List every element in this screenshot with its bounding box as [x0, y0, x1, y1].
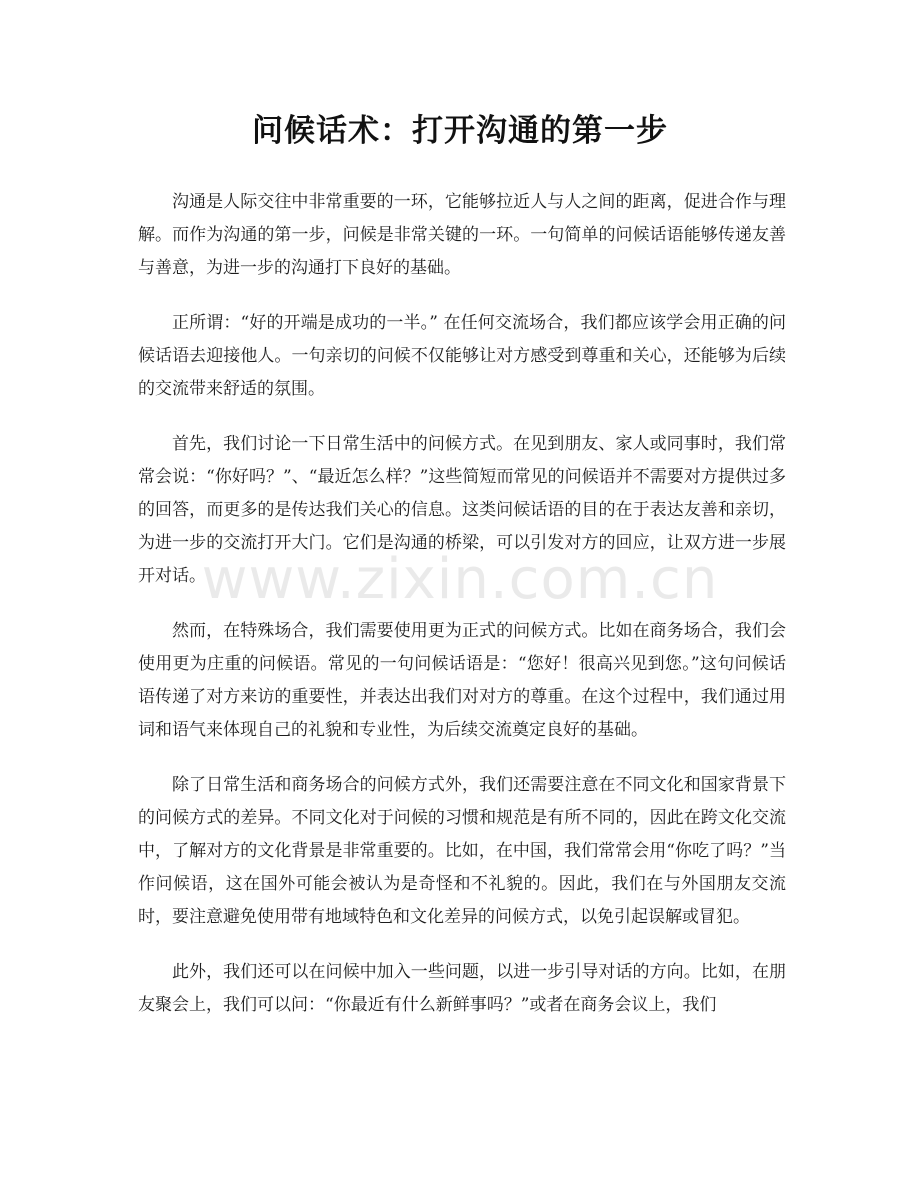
paragraph: 此外，我们还可以在问候中加入一些问题，以进一步引导对话的方向。比如，在朋友聚会上，我们可以问：“你最近有什么新鲜事吗？”或者在商务会议上，我们: [138, 962, 786, 1015]
paragraph: 首先，我们讨论一下日常生活中的问候方式。在见到朋友、家人或同事时，我们常常会说：“你好吗？”、“最近怎么样？”这些简短而常见的问候语并不需要对方提供过多的回答，而更多的是传达我们关心的信息。这类问候话语的目的在于表达友善和亲切，为进一步的交流打开大门。它们是沟通的桥梁，可以引发对方的回应，让双方进一步展开对话。: [138, 434, 786, 586]
paragraph: 然而，在特殊场合，我们需要使用更为正式的问候方式。比如在商务场合，我们会使用更为庄重的问候语。常见的一句问候话语是：“您好！很高兴见到您。”这句问候话语传递了对方来访的重要性，并表达出我们对对方的尊重。在这个过程中，我们通过用词和语气来体现自己的礼貌和专业性，为后续交流奠定良好的基础。: [138, 621, 786, 740]
document-title: 问候话术：打开沟通的第一步: [252, 113, 668, 149]
watermark: www.zixin.com.cn: [201, 547, 719, 612]
paragraph: 沟通是人际交往中非常重要的一环，它能够拉近人与人之间的距离，促进合作与理解。而作为沟通的第一步，问候是非常关键的一环。一句简单的问候话语能够传递友善与善意，为进一步的沟通打下良好的基础。: [138, 192, 786, 278]
paragraph: 除了日常生活和商务场合的问候方式外，我们还需要注意在不同文化和国家背景下的问候方式的差异。不同文化对于问候的习惯和规范是有所不同的，因此在跨文化交流中，了解对方的文化背景是非常重要的。比如，在中国，我们常常会用“你吃了吗？”当作问候语，这在国外可能会被认为是奇怪和不礼貌的。因此，我们在与外国朋友交流时，要注意避免使用带有地域特色和文化差异的问候方式，以免引起误解或冒犯。: [138, 775, 786, 927]
paragraph: 正所谓：“好的开端是成功的一半。” 在任何交流场合，我们都应该学会用正确的问候话语去迎接他人。一句亲切的问候不仅能够让对方感受到尊重和关心，还能够为后续的交流带来舒适的氛围。: [138, 313, 786, 399]
document-body: [138, 186, 786, 1044]
